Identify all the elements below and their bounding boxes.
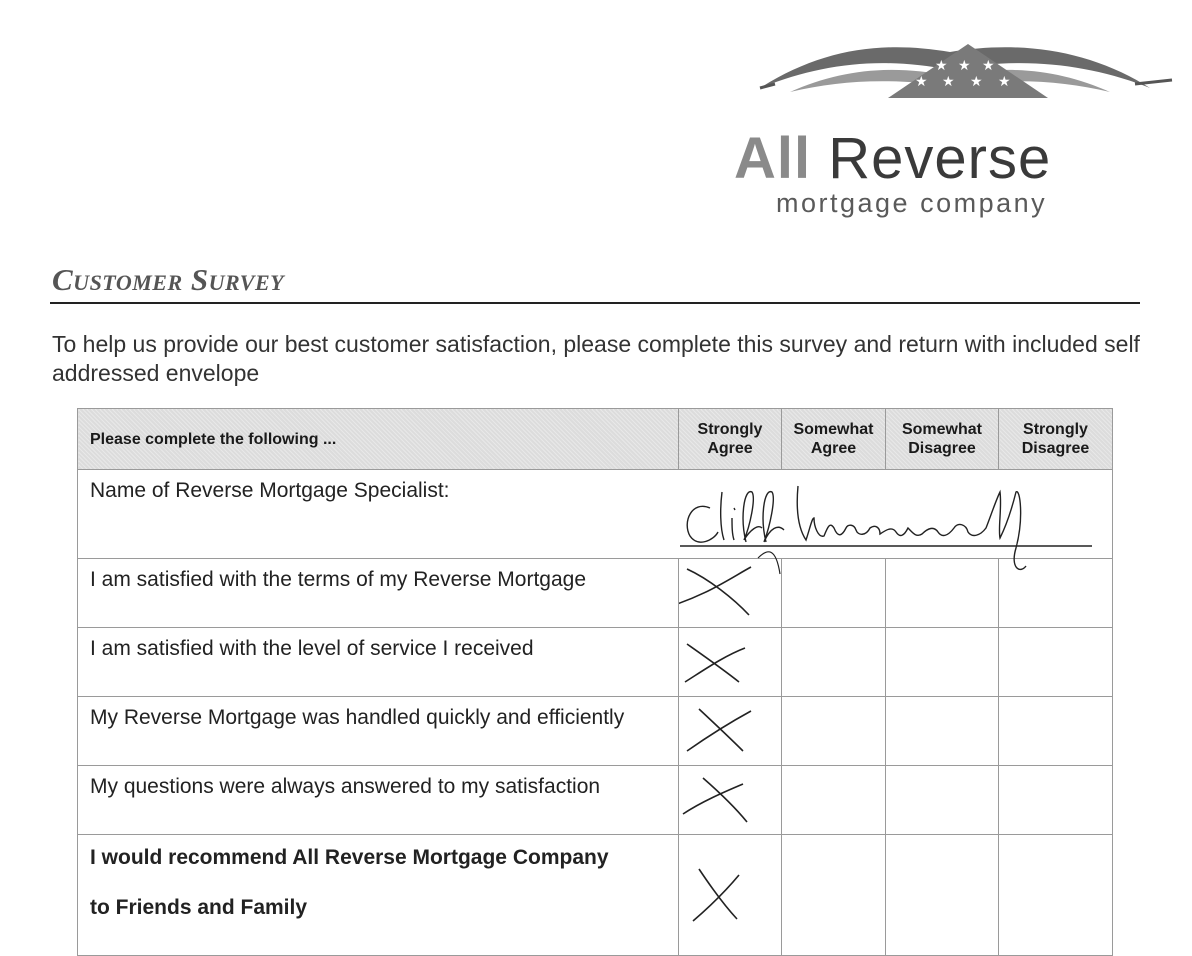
question-text: I am satisfied with the terms of my Reverse Mortgage	[90, 568, 587, 591]
checkbox-somewhat-agree[interactable]	[782, 697, 886, 766]
checkbox-somewhat-disagree[interactable]	[886, 835, 999, 956]
table-header-row	[78, 409, 1113, 470]
svg-text:★: ★	[970, 74, 983, 90]
logo-wordmark	[734, 126, 1052, 191]
checkbox-strongly-disagree[interactable]	[999, 766, 1113, 835]
table-row	[78, 835, 1113, 956]
survey-intro: To help us provide our best customer satisfaction, please complete this survey and return with included self addressed envelope	[52, 331, 1140, 386]
checkmark-x-icon	[679, 697, 782, 757]
specialist-name-label-cell	[78, 470, 679, 559]
option-label: Somewhat Disagree	[901, 421, 982, 457]
checkbox-strongly-disagree[interactable]	[999, 835, 1113, 956]
checkbox-somewhat-agree[interactable]	[782, 835, 886, 956]
svg-text:★: ★	[982, 58, 995, 74]
question-cell	[78, 628, 679, 697]
checkbox-strongly-disagree[interactable]	[999, 697, 1113, 766]
logo-word-all: All	[734, 126, 812, 191]
svg-text:★: ★	[958, 58, 971, 74]
question-text: My Reverse Mortgage was handled quickly and efficiently	[90, 706, 625, 729]
checkbox-somewhat-disagree[interactable]	[886, 697, 999, 766]
checkbox-strongly-agree[interactable]	[679, 628, 782, 697]
checkmark-x-icon	[679, 835, 782, 947]
option-header-strongly-agree	[679, 409, 782, 470]
logo-tagline: mortgage company	[776, 188, 1048, 218]
svg-text:★: ★	[915, 74, 928, 90]
option-label: Strongly Disagree	[1021, 421, 1090, 457]
recommend-line-1: I would recommend All Reverse Mortgage Company	[90, 846, 609, 869]
checkbox-somewhat-disagree[interactable]	[886, 766, 999, 835]
flag-roof-icon	[730, 30, 1180, 130]
table-row	[78, 697, 1113, 766]
survey-title: Customer Survey	[52, 262, 285, 297]
question-text: I am satisfied with the level of service I received	[90, 637, 534, 660]
question-cell	[78, 697, 679, 766]
question-cell	[78, 559, 679, 628]
option-header-somewhat-disagree	[886, 409, 999, 470]
specialist-name-label: Name of Reverse Mortgage Specialist:	[90, 479, 450, 502]
recommend-line-2: to Friends and Family	[90, 896, 308, 919]
table-row	[78, 628, 1113, 697]
table-row	[78, 766, 1113, 835]
option-label: Strongly Agree	[697, 421, 763, 457]
checkmark-x-icon	[679, 766, 782, 826]
svg-text:★: ★	[942, 74, 955, 90]
checkbox-somewhat-disagree[interactable]	[886, 628, 999, 697]
handwritten-signature	[680, 478, 1100, 578]
checkbox-strongly-disagree[interactable]	[999, 628, 1113, 697]
checkbox-somewhat-agree[interactable]	[782, 766, 886, 835]
option-header-somewhat-agree	[782, 409, 886, 470]
title-divider	[50, 302, 1140, 304]
option-label: Somewhat Agree	[793, 421, 874, 457]
question-cell	[78, 766, 679, 835]
svg-text:★: ★	[935, 58, 948, 74]
checkbox-strongly-agree[interactable]	[679, 766, 782, 835]
option-header-strongly-disagree	[999, 409, 1113, 470]
checkbox-strongly-agree[interactable]	[679, 835, 782, 956]
logo-word-reverse: Reverse	[828, 126, 1052, 191]
checkmark-x-icon	[679, 628, 782, 688]
checkbox-strongly-agree[interactable]	[679, 697, 782, 766]
question-text	[78, 843, 678, 921]
svg-text:★: ★	[998, 74, 1011, 90]
question-cell	[78, 835, 679, 956]
question-column-header: Please complete the following ...	[78, 409, 679, 470]
question-text: My questions were always answered to my satisfaction	[90, 775, 601, 798]
company-logo	[730, 30, 1180, 218]
checkbox-somewhat-agree[interactable]	[782, 628, 886, 697]
